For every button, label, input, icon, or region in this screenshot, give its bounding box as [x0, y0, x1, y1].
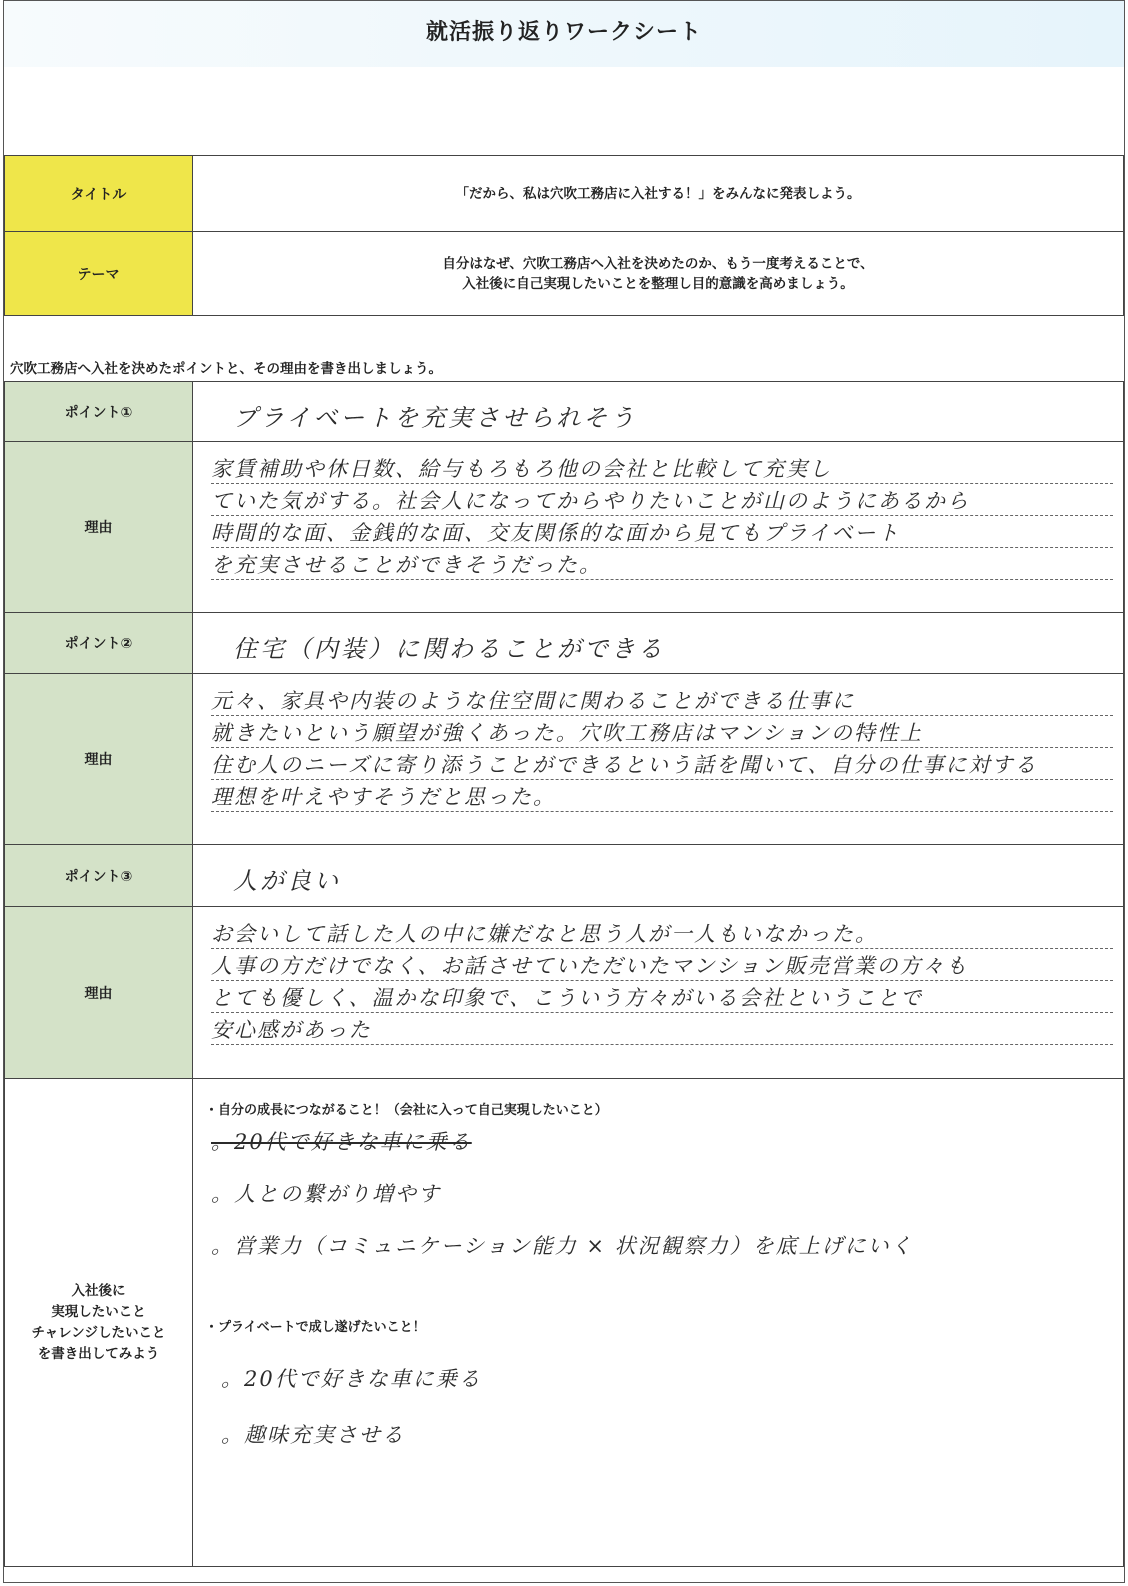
after-join-label — [5, 1079, 193, 1567]
reason-line: 理想を叶えやすそうだと思った。 — [211, 780, 1113, 812]
reason-label: 理由 — [5, 674, 193, 845]
growth-item: 。20代で好きな車に乗る — [211, 1130, 472, 1154]
point-answer — [193, 382, 1124, 442]
reason-line: 時間的な面、金銭的な面、交友関係的な面から見てもプライベート — [211, 516, 1113, 548]
reason-line: 就きたいという願望が強くあった。穴吹工務店はマンションの特性上 — [211, 716, 1113, 748]
point-answer-text: 人が良い — [233, 867, 341, 895]
point-answer — [193, 845, 1124, 907]
growth-item: 。人との繋がり増やす — [211, 1182, 441, 1206]
after-join-area — [193, 1079, 1124, 1567]
theme-label: テーマ — [5, 232, 193, 316]
after-join-label-line: を書き出してみよう — [37, 1345, 160, 1362]
points-table — [4, 381, 1124, 1567]
header-band — [4, 1, 1124, 67]
point-answer-text: プライベートを充実させられそう — [233, 404, 638, 432]
reason-area — [193, 674, 1124, 845]
reason-line: ていた気がする。社会人になってからやりたいことが山のようにあるから — [211, 484, 1113, 516]
theme-line: 入社後に自己実現したいことを整理し目的意識を高めましょう。 — [462, 275, 854, 292]
reason-line: お会いして話した人の中に嫌だなと思う人が一人もいなかった。 — [211, 917, 1113, 949]
after-join-label-line: チャレンジしたいこと — [31, 1324, 166, 1341]
reason-area — [193, 442, 1124, 613]
after-join-label-line: 入社後に — [71, 1282, 126, 1299]
reason-label: 理由 — [5, 442, 193, 613]
theme-line: 自分はなぜ、穴吹工務店へ入社を決めたのか、もう一度考えることで、 — [442, 255, 874, 272]
reason-line: 安心感があった — [211, 1013, 1113, 1045]
worksheet — [3, 0, 1125, 1583]
reason-line: を充実させることができそうだった。 — [211, 548, 1113, 580]
point-label: ポイント③ — [5, 845, 193, 907]
private-item: 。趣味充実させる — [221, 1423, 405, 1447]
point-answer — [193, 613, 1124, 674]
page-title: 就活振り返りワークシート — [425, 20, 702, 45]
reason-line: 元々、家具や内装のような住空間に関わることができる仕事に — [211, 684, 1113, 716]
point-answer-text: 住宅（内装）に関わることができる — [233, 635, 665, 663]
reason-line: とても優しく、温かな印象で、こういう方々がいる会社ということで — [211, 981, 1113, 1013]
reason-label: 理由 — [5, 907, 193, 1079]
title-value: 「だから、私は穴吹工務店に入社する！」をみんなに発表しよう。 — [193, 156, 1124, 232]
point-label: ポイント① — [5, 382, 193, 442]
point-label: ポイント② — [5, 613, 193, 674]
title-theme-table — [4, 155, 1124, 316]
theme-value — [193, 232, 1124, 316]
reason-line: 家賃補助や休日数、給与もろもろ他の会社と比較して充実し — [211, 452, 1113, 484]
growth-heading: ・自分の成長につながること！（会社に入って自己実現したいこと） — [205, 1103, 608, 1118]
growth-item: 。営業力（コミュニケーション能力 × 状況観察力）を底上げにいく — [211, 1234, 914, 1258]
after-join-label-line: 実現したいこと — [51, 1303, 146, 1320]
private-heading: ・プライベートで成し遂げたいこと！ — [205, 1320, 426, 1335]
reason-area — [193, 907, 1124, 1079]
instruction-text: 穴吹工務店へ入社を決めたポイントと、その理由を書き出しましょう。 — [10, 361, 442, 377]
reason-line: 住む人のニーズに寄り添うことができるという話を聞いて、自分の仕事に対する — [211, 748, 1113, 780]
reason-line: 人事の方だけでなく、お話させていただいたマンション販売営業の方々も — [211, 949, 1113, 981]
title-label: タイトル — [5, 156, 193, 232]
private-item: 。20代で好きな車に乗る — [221, 1367, 482, 1391]
